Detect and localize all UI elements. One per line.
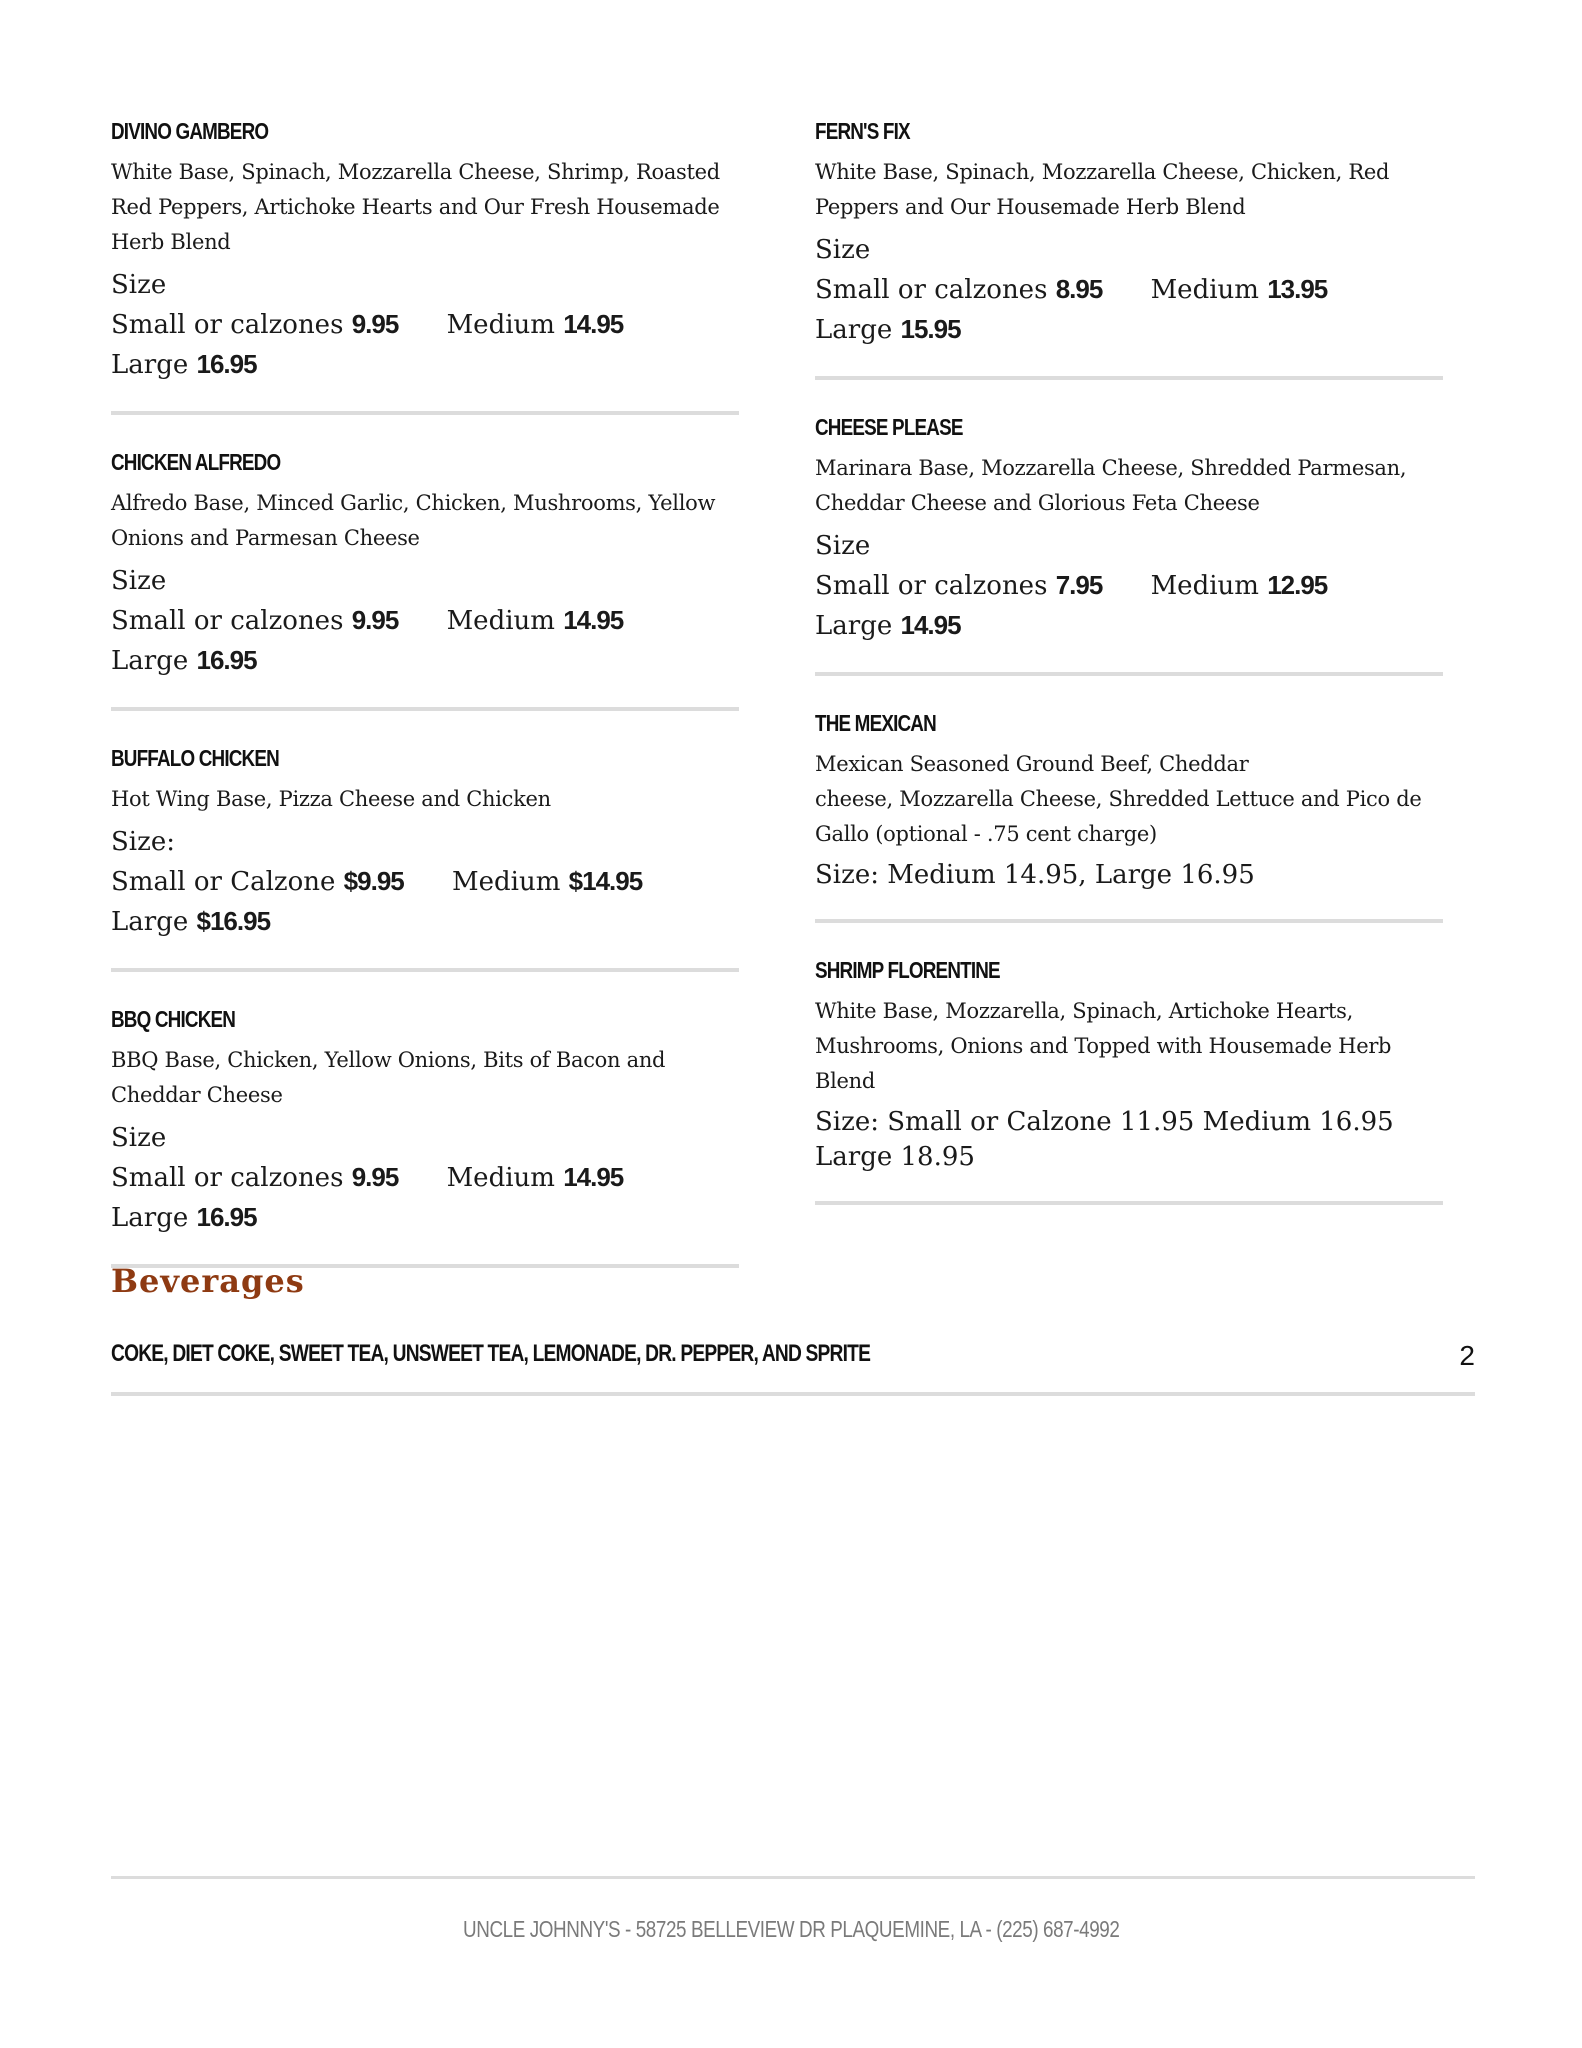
item-description-line: cheese, Mozzarella Cheese, Shredded Lettuce and Pico de Gallo (optional - .75 cent charge): [815, 787, 1422, 846]
menu-item: [111, 118, 739, 415]
footer-divider: [111, 1876, 1475, 1879]
menu-item: [815, 957, 1443, 1205]
size-label: Size: [815, 531, 871, 561]
size-label: Size:: [111, 827, 175, 857]
size-pricing: [815, 527, 1443, 646]
item-description: [815, 747, 1443, 852]
price-medium: Medium 14.95: [446, 309, 624, 340]
size-label: Size: [815, 235, 871, 265]
item-name: BUFFALO CHICKEN: [111, 745, 279, 771]
price-large: Large $16.95: [111, 906, 271, 937]
price-large: Large 16.95: [111, 349, 257, 380]
price-medium: Medium $14.95: [452, 866, 643, 897]
footer-contact: [0, 1916, 1582, 1943]
item-description: Hot Wing Base, Pizza Cheese and Chicken: [111, 787, 551, 811]
price-large: Large 14.95: [815, 610, 961, 641]
price-small: Small or calzones 7.95: [815, 570, 1103, 601]
size-pricing: Size: Small or Calzone 11.95 Medium 16.95 Large 18.95: [815, 1107, 1394, 1172]
price-small: Small or calzones 9.95: [111, 1162, 399, 1193]
size-pricing: [111, 266, 739, 385]
price-medium: Medium 14.95: [446, 1162, 624, 1193]
item-description: BBQ Base, Chicken, Yellow Onions, Bits of Bacon and Cheddar Cheese: [111, 1048, 666, 1107]
item-description: Alfredo Base, Minced Garlic, Chicken, Mushrooms, Yellow Onions and Parmesan Cheese: [111, 491, 716, 550]
size-pricing: Size: Medium 14.95, Large 16.95: [815, 860, 1255, 890]
menu-item: [815, 118, 1443, 380]
item-name: BBQ CHICKEN: [111, 1006, 236, 1032]
item-name: SHRIMP FLORENTINE: [815, 957, 1000, 983]
size-pricing: [111, 823, 739, 942]
size-pricing: [111, 562, 739, 681]
menu-column-right: [815, 118, 1443, 1239]
price-large: Large 16.95: [111, 645, 257, 676]
size-pricing: [111, 1119, 739, 1238]
item-name: THE MEXICAN: [815, 710, 936, 736]
price-small: Small or calzones 9.95: [111, 605, 399, 636]
price-large: Large 16.95: [111, 1202, 257, 1233]
item-name: CHEESE PLEASE: [815, 414, 963, 440]
item-description-line: Mexican Seasoned Ground Beef, Cheddar: [815, 752, 1249, 776]
item-description: Marinara Base, Mozzarella Cheese, Shredded Parmesan, Cheddar Cheese and Glorious Feta Cheese: [815, 456, 1407, 515]
menu-item: [111, 449, 739, 711]
item-name: FERN'S FIX: [815, 118, 910, 144]
item-description: White Base, Spinach, Mozzarella Cheese, Chicken, Red Peppers and Our Housemade Herb Blend: [815, 160, 1390, 219]
price-medium: Medium 12.95: [1150, 570, 1328, 601]
menu-item: [815, 710, 1443, 923]
size-label: Size: [111, 566, 167, 596]
menu-item: [815, 414, 1443, 676]
beverage-name: COKE, DIET COKE, SWEET TEA, UNSWEET TEA, LEMONADE, DR. PEPPER, AND SPRITE: [111, 1340, 871, 1367]
size-label: Size: [111, 270, 167, 300]
footer-contact-text: UNCLE JOHNNY'S - 58725 BELLEVIEW DR PLAQUEMINE, LA - (225) 687-4992: [462, 1916, 1120, 1942]
size-pricing: [815, 231, 1443, 350]
size-label: Size: [111, 1123, 167, 1153]
beverage-price: 2: [1459, 1340, 1475, 1371]
price-small: Small or Calzone $9.95: [111, 866, 404, 897]
item-name: CHICKEN ALFREDO: [111, 449, 281, 475]
beverage-item: [111, 1340, 1475, 1396]
menu-item: [111, 1006, 739, 1268]
price-small: Small or calzones 8.95: [815, 274, 1103, 305]
item-description: White Base, Mozzarella, Spinach, Artichoke Hearts, Mushrooms, Onions and Topped with Housemade Herb Blend: [815, 999, 1392, 1093]
menu-column-left: [111, 118, 739, 1302]
item-description: White Base, Spinach, Mozzarella Cheese, Shrimp, Roasted Red Peppers, Artichoke Hearts and Our Fresh Housemade Herb Blend: [111, 160, 720, 254]
price-small: Small or calzones 9.95: [111, 309, 399, 340]
price-medium: Medium 13.95: [1150, 274, 1328, 305]
item-name: DIVINO GAMBERO: [111, 118, 269, 144]
price-large: Large 15.95: [815, 314, 961, 345]
menu-item: [111, 745, 739, 972]
beverages-heading: Beverages: [111, 1262, 305, 1300]
price-medium: Medium 14.95: [446, 605, 624, 636]
